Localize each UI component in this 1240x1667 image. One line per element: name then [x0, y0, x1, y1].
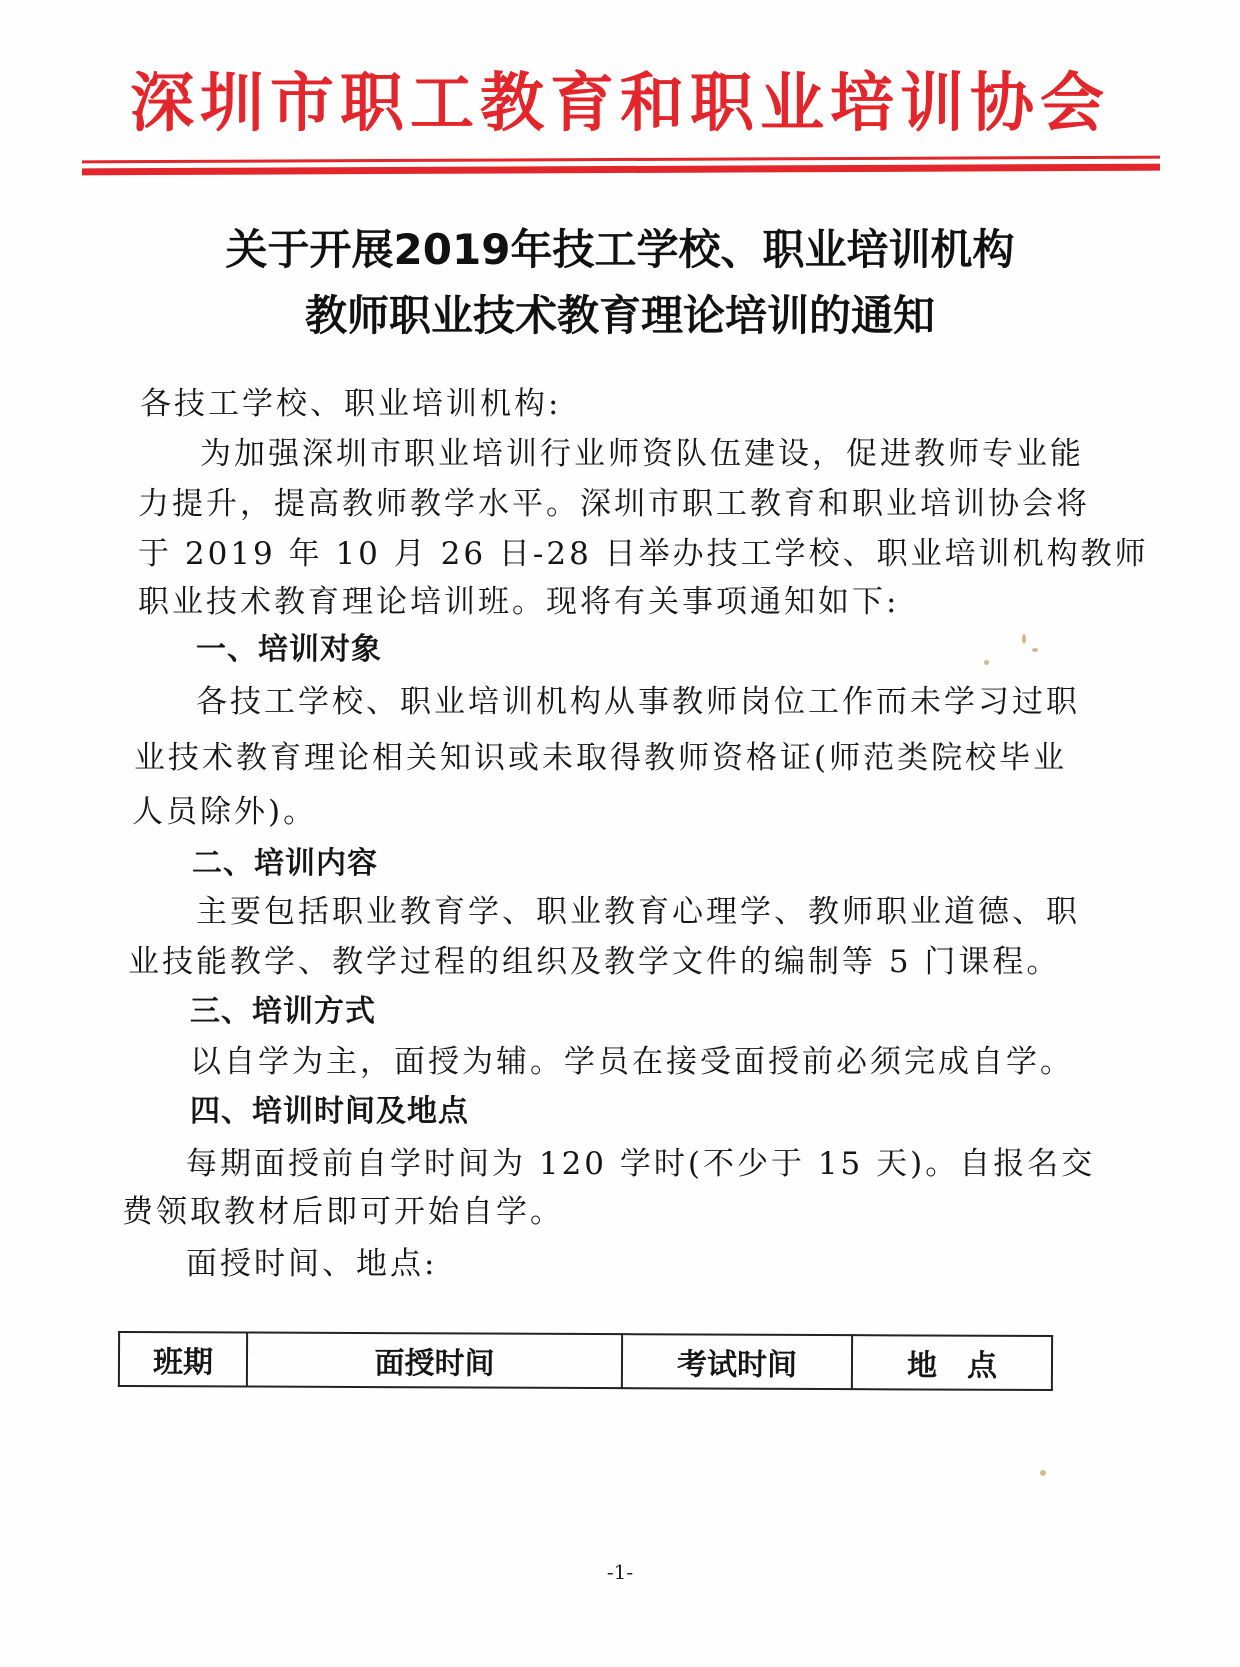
- section-4-line-3: 面授时间、地点:: [186, 1246, 438, 1282]
- section-2-line-2: 业技能教学、教学过程的组织及教学文件的编制等 5 门课程。: [128, 944, 1061, 980]
- letterhead-title: 深圳市职工教育和职业培训协会: [130, 67, 1110, 141]
- scan-speck: [1040, 1470, 1046, 1476]
- schedule-table-header-row: [119, 1332, 1052, 1390]
- page-number: -1-: [606, 1560, 634, 1584]
- section-4-line-2: 费领取教材后即可开始自学。: [122, 1194, 564, 1230]
- scan-speck: [984, 660, 989, 665]
- document-title-line-2: 教师职业技术教育理论培训的通知: [304, 291, 935, 340]
- section-2-line-1: 主要包括职业教育学、职业教育心理学、教师职业道德、职: [196, 894, 1080, 930]
- letterhead-rule-thick: [82, 164, 1160, 176]
- intro-line-1: 为加强深圳市职业培训行业师资队伍建设，促进教师专业能: [200, 436, 1084, 472]
- scan-speck: [1022, 634, 1026, 644]
- section-1-line-1: 各技工学校、职业培训机构从事教师岗位工作而未学习过职: [196, 684, 1080, 720]
- schedule-table: [118, 1331, 1053, 1391]
- table-header-exam-time: 考试时间: [622, 1334, 852, 1389]
- section-4-line-1: 每期面授前自学时间为 120 学时(不少于 15 天)。自报名交: [186, 1146, 1096, 1182]
- salutation: 各技工学校、职业培训机构:: [140, 386, 562, 422]
- document-title-line-1: 关于开展2019年技工学校、职业培训机构: [225, 225, 1015, 274]
- section-4-heading: 四、培训时间及地点: [190, 1094, 469, 1129]
- section-1-heading: 一、培训对象: [196, 632, 382, 667]
- intro-line-4: 职业技术教育理论培训班。现将有关事项通知如下:: [138, 584, 900, 620]
- table-header-lecture-time: 面授时间: [247, 1333, 622, 1389]
- intro-line-2: 力提升，提高教师教学水平。深圳市职工教育和职业培训协会将: [138, 486, 1090, 522]
- scan-speck: [1032, 648, 1038, 652]
- section-2-heading: 二、培训内容: [192, 846, 378, 881]
- section-1-line-3: 人员除外)。: [132, 794, 318, 830]
- section-3-line-1: 以自学为主，面授为辅。学员在接受面授前必须完成自学。: [190, 1044, 1074, 1080]
- table-header-location: 地 点: [852, 1335, 1052, 1390]
- intro-line-3: 于 2019 年 10 月 26 日-28 日举办技工学校、职业培训机构教师: [138, 536, 1149, 572]
- table-header-class-period: 班期: [119, 1332, 247, 1387]
- section-1-line-2: 业技术教育理论相关知识或未取得教师资格证(师范类院校毕业: [134, 740, 1068, 776]
- section-3-heading: 三、培训方式: [190, 994, 376, 1029]
- letterhead-rule-thin: [82, 156, 1160, 164]
